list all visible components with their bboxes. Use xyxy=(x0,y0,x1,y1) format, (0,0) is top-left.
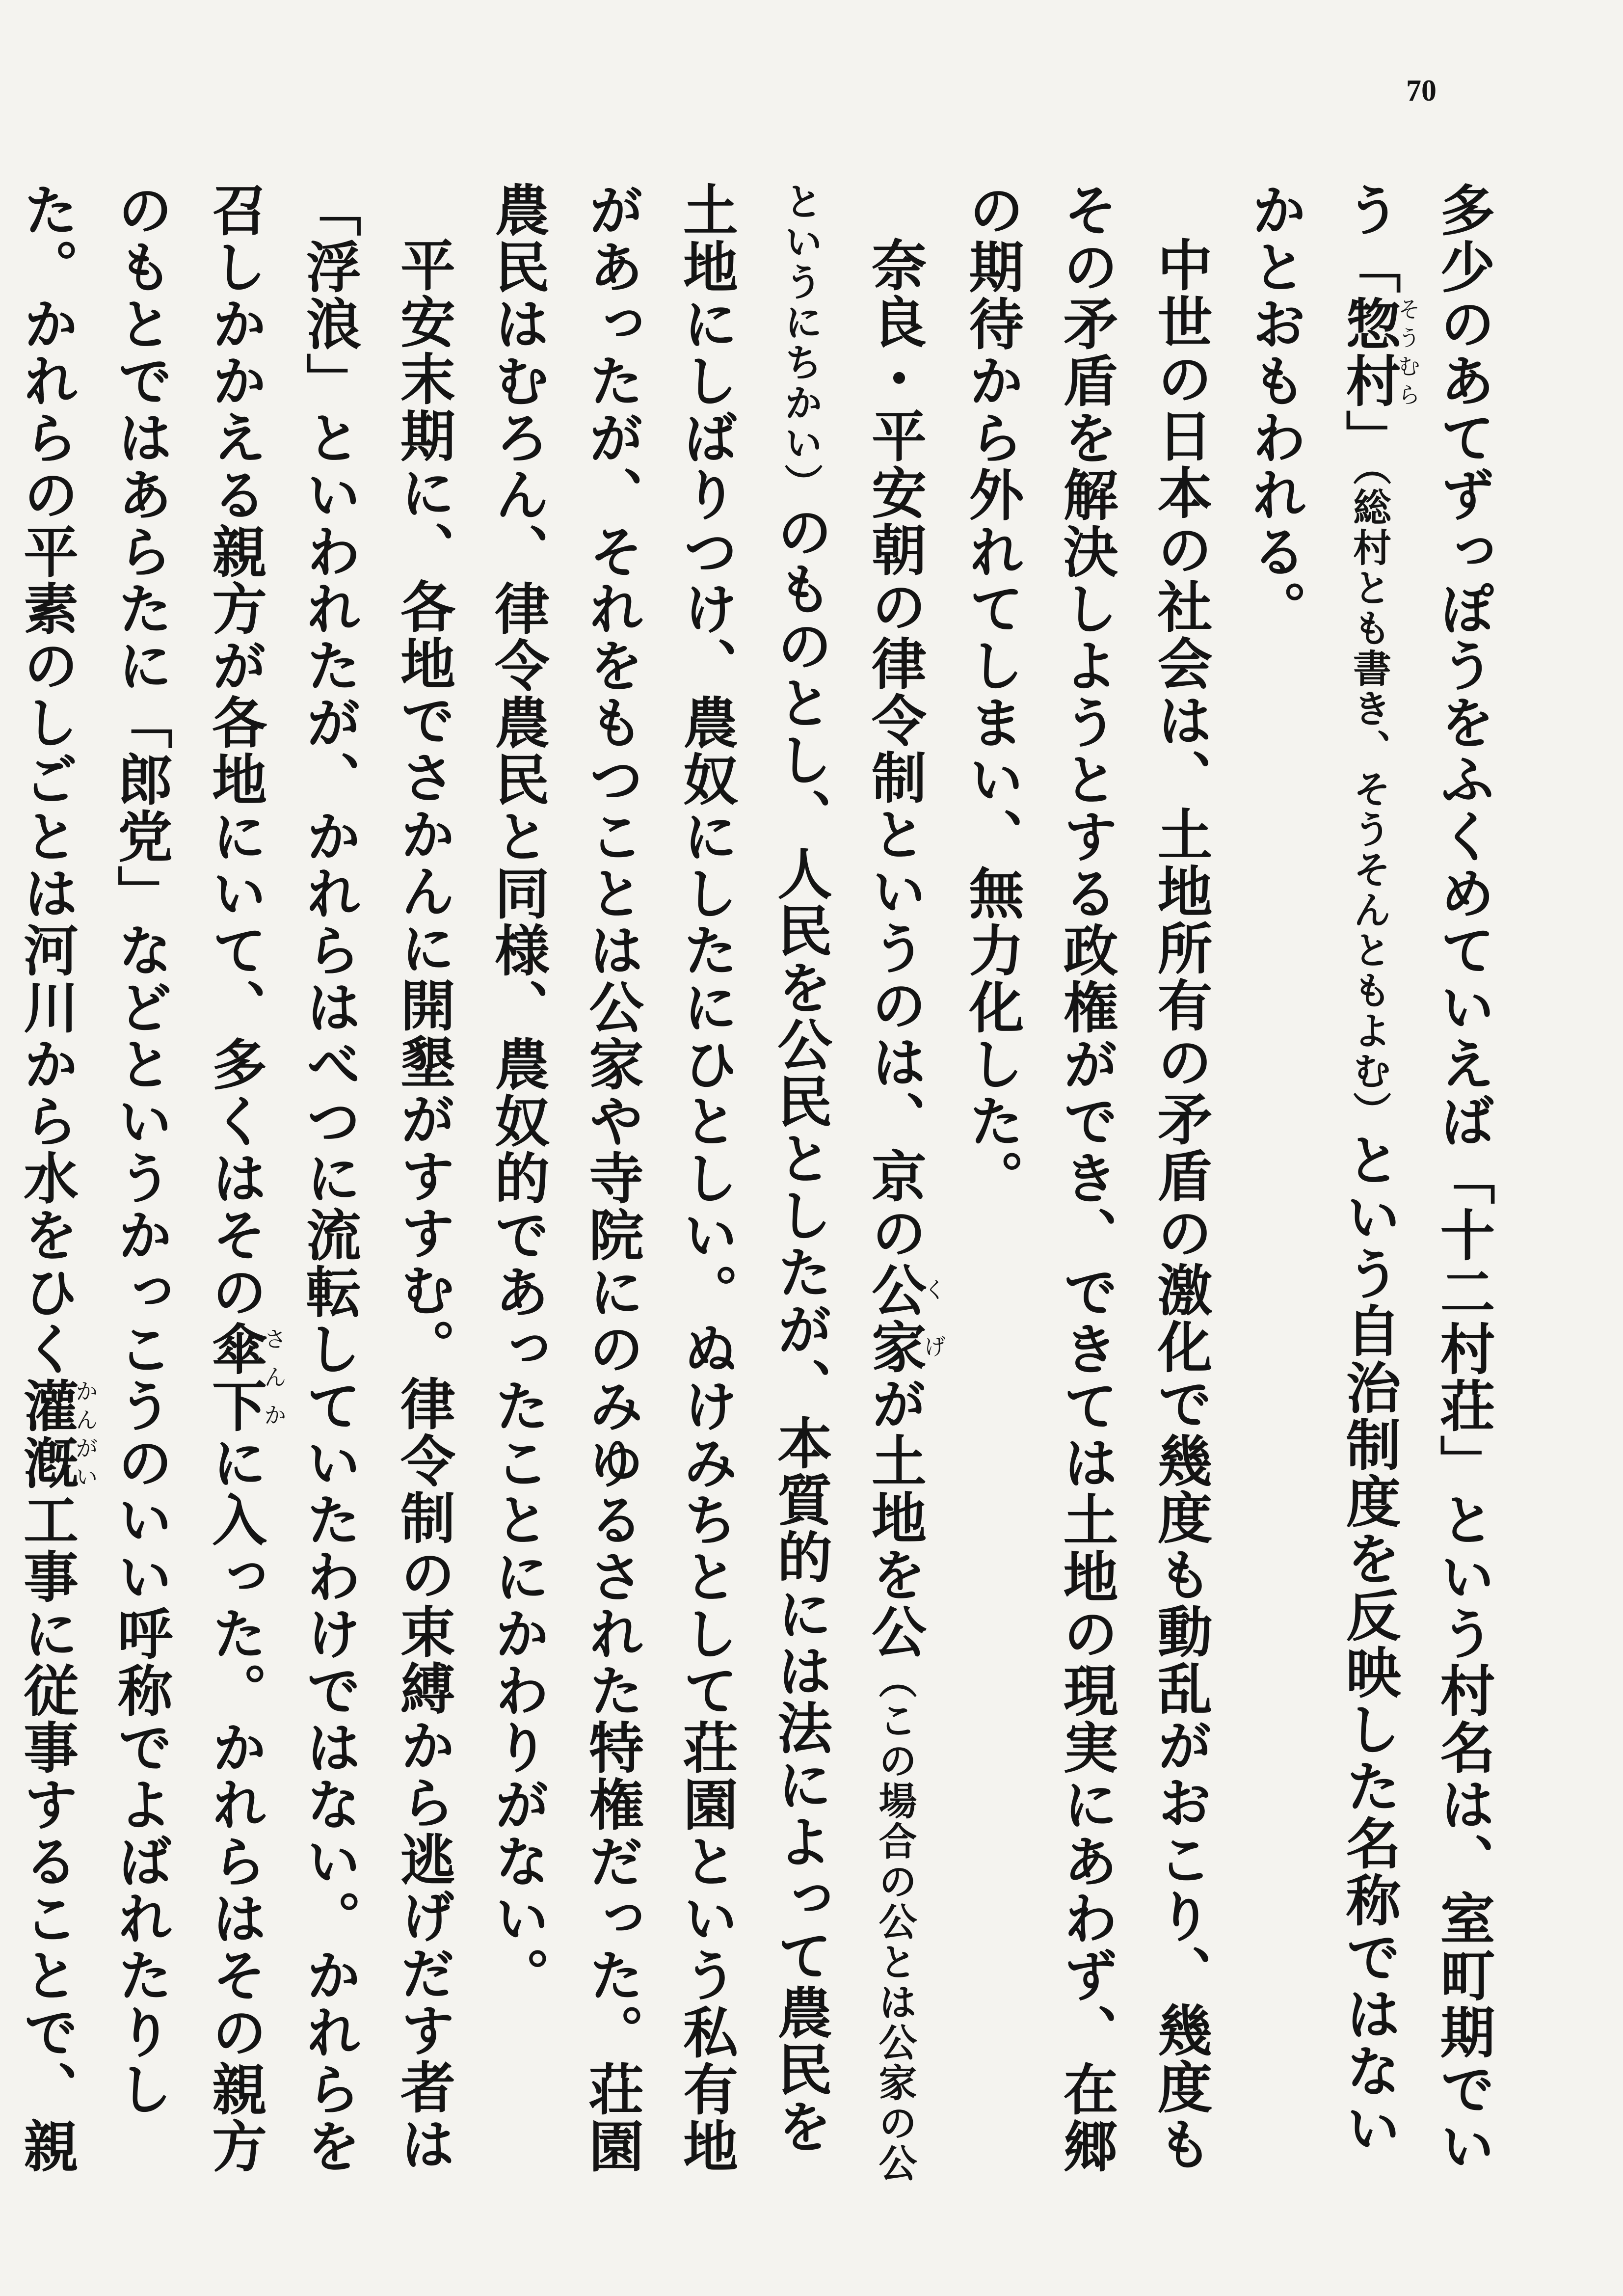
paragraph xyxy=(0,182,471,2204)
text-run: 多少のあてずっぽうをふくめていえば「十二村荘」という村名は、室町期でいう「 xyxy=(1337,182,1495,2175)
paragraph xyxy=(1227,182,1510,2204)
ruby-word: 公家くげ xyxy=(862,1262,947,1376)
paragraph xyxy=(471,182,945,2204)
text-run: 工事に従事することで、親 xyxy=(14,1491,79,2175)
body-text xyxy=(14,182,1510,2204)
text-run: に入った。かれらはその親方のもとではあらたに「郎党」などというかっこうのいい呼称でよばれたりした。かれらの平素のしごとは河川から水をひく xyxy=(14,182,267,2175)
text-run: のものとし、人民を公民としたが、本質的には法によって農民を土地にしばりつけ、農奴にしたにひとしい。ぬけみちとして荘園という私有地があったが、それをもつことは公家や寺院にのみゆるされた特権だった。荘園農民はむろん、律令農民と同様、農奴的であったことにかわりがない。 xyxy=(485,182,833,2175)
furigana: かんがい xyxy=(72,1378,99,1491)
text-run: 奈良・平安朝の律令制というのは、京の xyxy=(862,237,927,1262)
ruby-word: 灌漑かんがい xyxy=(14,1378,99,1491)
text-run: が土地を公 xyxy=(862,1376,927,1660)
page-number: 70 xyxy=(1406,74,1437,108)
inline-note: （この場合の公とは公家の公というにちかい） xyxy=(778,182,917,2184)
ruby-word: 惣村そうむら xyxy=(1337,296,1421,409)
paragraph xyxy=(945,182,1227,2204)
text-run: 平安末期に、各地でさかんに開墾がすすむ。律令制の束縛から逃げだす者は「浮浪」といわれたが、かれらはべつに流転していたわけではない。かれらを召しかかえる親方が各地にいて、多くはその xyxy=(203,182,456,2175)
text-run: 中世の日本の社会は、土地所有の矛盾の激化で幾度も動乱がおこり、幾度もその矛盾を解決しようとする政権ができ、できては土地の現実にあわず、在郷の期待から外れてしまい、無力化した。 xyxy=(960,182,1213,2175)
furigana: さんか xyxy=(261,1321,287,1434)
furigana: くげ xyxy=(920,1262,947,1376)
text-run: という自治制度を反映した名称ではないかとおもわれる。 xyxy=(1243,182,1401,2157)
inline-note: （総村とも書き、そうそんともよむ） xyxy=(1347,466,1391,1132)
ruby-word: 傘下さんか xyxy=(203,1321,287,1434)
text-run: 」 xyxy=(1337,409,1401,466)
furigana: そうむら xyxy=(1394,296,1421,409)
